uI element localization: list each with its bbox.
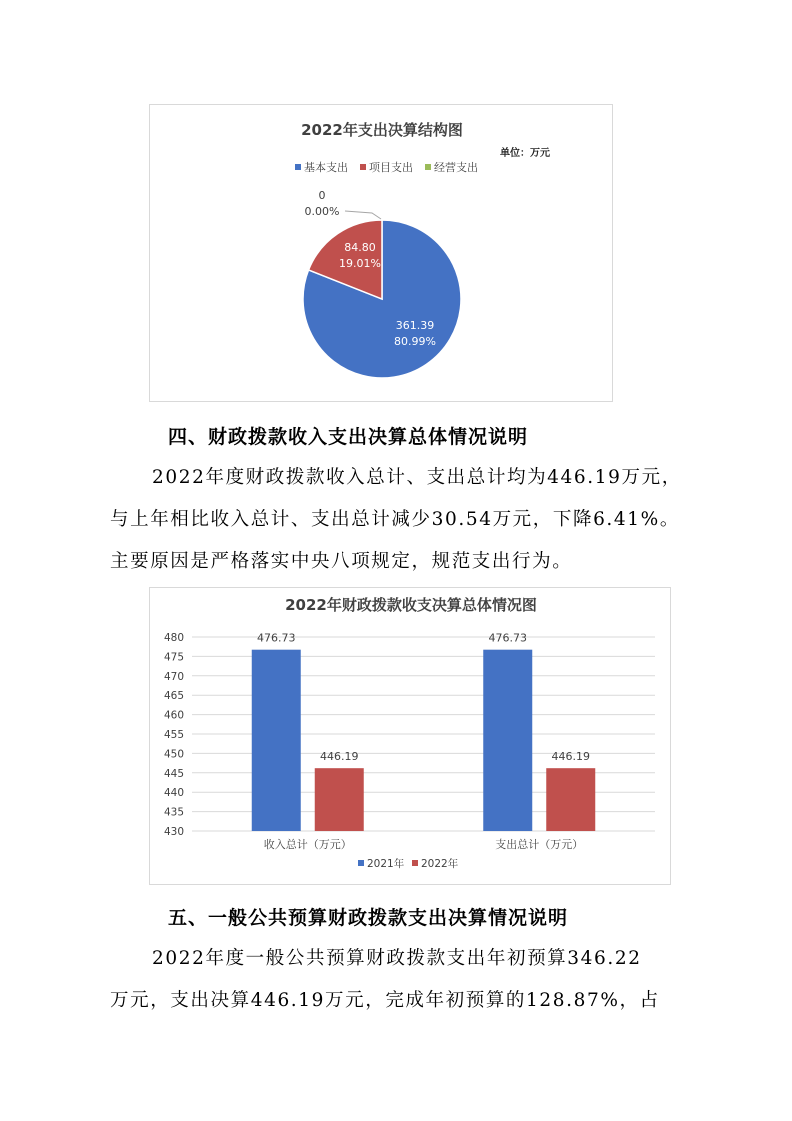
pie-leader-line	[345, 211, 381, 219]
bar-chart-bars	[252, 632, 596, 831]
bar-value-label: 476.73	[257, 631, 296, 645]
bar-value-label: 446.19	[551, 750, 590, 764]
bar-legend-label: 2022年	[421, 858, 459, 870]
bar-y-tick-label: 455	[163, 729, 184, 741]
pie-legend-label: 经营支出	[434, 161, 478, 174]
pie-legend-label: 项目支出	[369, 161, 413, 174]
bar	[546, 768, 595, 831]
pie-legend-label: 基本支出	[304, 161, 348, 174]
bar-legend-label: 2021年	[367, 858, 405, 870]
pie-chart-legend	[295, 160, 478, 174]
pie-chart-unit-label: 单位：万元	[500, 148, 550, 159]
bar-y-tick-label: 470	[163, 670, 184, 683]
pie-chart-canvas	[150, 105, 614, 403]
pie-percent-label: 0.00%	[304, 205, 340, 218]
section-5-paragraph-line: 2022年度一般公共预算财政拨款支出年初预算346.22	[152, 948, 642, 969]
bar-y-tick-label: 430	[163, 826, 184, 838]
pie-legend-swatch	[295, 164, 301, 170]
bar-value-label: 476.73	[488, 631, 527, 645]
fiscal-appropriation-bar-chart	[149, 587, 671, 885]
pie-value-label: 361.39	[395, 319, 435, 332]
bar-chart-legend	[358, 857, 459, 870]
pie-legend-swatch	[425, 164, 431, 170]
section-5-heading: 五、一般公共预算财政拨款支出决算情况说明	[168, 907, 569, 929]
bar-y-tick-label: 475	[163, 651, 184, 664]
bar-x-category-label: 收入总计（万元）	[263, 838, 352, 851]
bar-x-category-label: 支出总计（万元）	[495, 838, 584, 851]
section-4-heading: 四、财政拨款收入支出决算总体情况说明	[168, 426, 529, 448]
pie-chart-title: 2022年支出决算结构图	[301, 121, 463, 139]
pie-legend-swatch	[360, 164, 366, 170]
bar-legend-swatch	[412, 860, 418, 866]
bar-y-tick-label: 450	[163, 748, 184, 761]
bar-value-label: 446.19	[320, 750, 359, 764]
bar-y-tick-label: 435	[163, 806, 184, 819]
bar-legend-swatch	[358, 860, 364, 866]
pie-percent-label: 80.99%	[394, 335, 436, 348]
bar	[483, 650, 532, 831]
expenditure-structure-pie-chart	[149, 104, 613, 402]
bar-chart-y-axis	[164, 632, 184, 838]
section-4-paragraph-line: 主要原因是严格落实中央八项规定，规范支出行为。	[110, 551, 573, 572]
bar-y-tick-label: 480	[163, 632, 184, 644]
bar-y-tick-label: 465	[163, 690, 184, 703]
section-4-paragraph-line: 2022年度财政拨款收入总计、支出总计均为446.19万元，	[152, 467, 682, 488]
pie-chart-slices	[303, 220, 461, 378]
pie-percent-label: 19.01%	[339, 257, 381, 270]
section-5-paragraph-line: 万元，支出决算446.19万元，完成年初预算的128.87%，占	[110, 990, 660, 1011]
bar-chart-canvas	[150, 588, 672, 886]
bar-y-tick-label: 460	[163, 709, 184, 722]
section-4-paragraph-line: 与上年相比收入总计、支出总计减少30.54万元，下降6.41%。	[110, 509, 680, 530]
bar	[252, 650, 301, 831]
bar-chart-x-axis	[264, 837, 584, 851]
bar-y-tick-label: 440	[163, 787, 184, 800]
pie-value-label: 0	[318, 189, 326, 202]
bar-y-tick-label: 445	[163, 767, 184, 780]
bar	[315, 768, 364, 831]
bar-chart-title: 2022年财政拨款收支决算总体情况图	[285, 596, 537, 614]
pie-value-label: 84.80	[344, 241, 376, 254]
